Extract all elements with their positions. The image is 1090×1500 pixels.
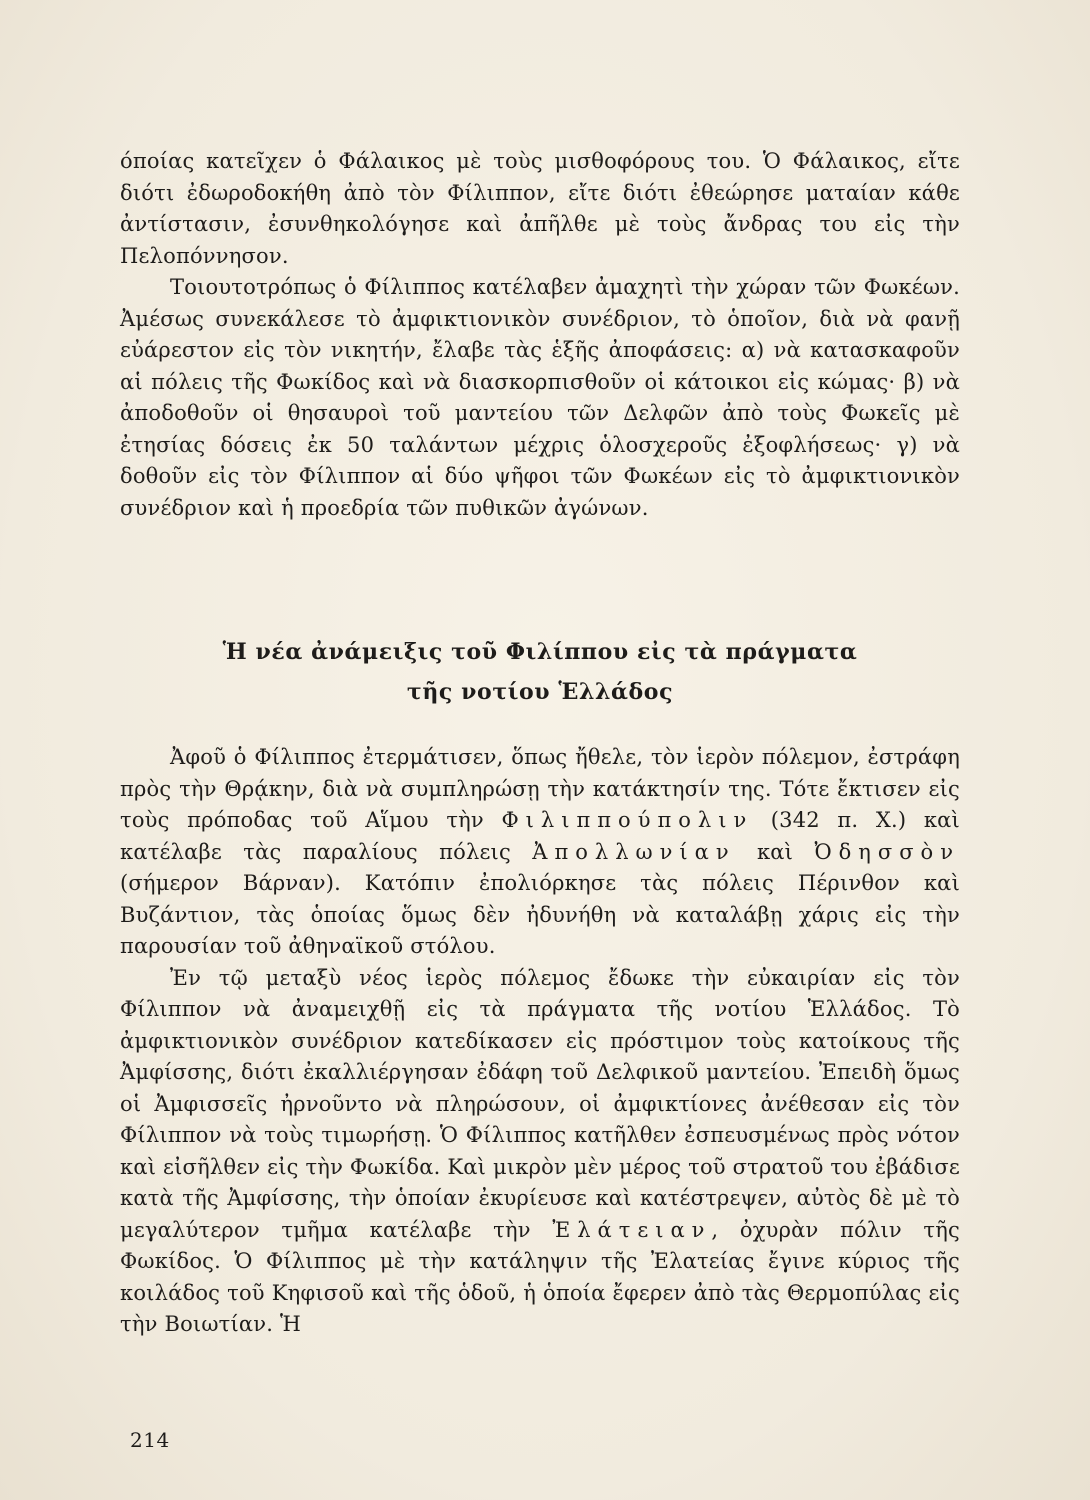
place-name-elateia: Ἐλάτειαν: [552, 1217, 712, 1242]
text-block-top: [120, 146, 960, 524]
place-name-odessos: Ὀδησσὸν: [814, 839, 960, 864]
section-heading: [120, 632, 960, 712]
heading-line-1: Ἡ νέα ἀνάμειξις τοῦ Φιλίππου εἰς τὰ πράγματα: [222, 639, 858, 665]
paragraph-text: Ἐν τῷ μεταξὺ νέος ἱερὸς πόλεμος ἔδωκε τὴν εὐκαιρίαν εἰς τὸν Φίλιππον νὰ ἀναμειχθῇ εἰς τὰ πράγματα τῆς νοτίου Ἑλλάδος. Τὸ ἀμφικτιονικὸν συνέδριον κατεδίκασεν εἰς πρόστιμον τοὺς κατοίκους τῆς Ἀμφίσσης, διότι ἐκαλλιέργησαν ἐδάφη τοῦ Δελφικοῦ μαντείου. Ἐπειδὴ ὅμως οἱ Ἀμφισσεῖς ἠρνοῦντο νὰ πληρώσουν, οἱ ἀμφικτίονες ἀνέθεσαν εἰς τὸν Φίλιππον νὰ τοὺς τιμωρήσῃ. Ὁ Φίλιππος κατῆλθεν ἐσπευσμένως πρὸς νότον καὶ εἰσῆλθεν εἰς τὴν Φωκίδα. Καὶ μικρὸν μὲν μέρος τοῦ στρατοῦ του ἐβάδισε κατὰ τῆς Ἀμφίσσης, τὴν ὁποίαν ἐκυρίευσε καὶ κατέστρεψεν, αὐτὸς δὲ μὲ τὸ μεγαλύτερον τμῆμα κατέλαβε τὴν: [120, 965, 960, 1242]
heading-line-2: τῆς νοτίου Ἑλλάδος: [406, 679, 674, 705]
paragraph-text: , ὀχυρὰν πόλιν τῆς Φωκίδος. Ὁ Φίλιππος μὲ τὴν κατάληψιν τῆς Ἐλατείας ἔγινε κύριος τῆς κοιλάδος τοῦ Κηφισοῦ καὶ τῆς ὁδοῦ, ἡ ὁποία ἔφερεν ἀπὸ τὰς Θερμοπύλας εἰς τὴν Βοιωτίαν. Ἡ: [120, 1217, 960, 1336]
paragraph-text: Ἀφοῦ ὁ Φίλιππος ἐτερμάτισεν, ὅπως ἤθελε, τὸν ἱερὸν πόλεμον, ἐστράφη πρὸς τὴν Θρᾴκην, διὰ νὰ συμπληρώσῃ τὴν κατάκτησίν της. Τότε ἔκτισεν εἰς τοὺς πρόποδας τοῦ Αἵμου τὴν: [120, 745, 960, 832]
page-number: 214: [130, 1428, 170, 1452]
paragraph-sacred-war: [120, 963, 960, 1341]
paragraph-text: καὶ: [756, 839, 794, 864]
place-name-philippopolis: Φιλιππούπολιν: [501, 808, 754, 832]
text-block-bottom: [120, 742, 960, 1341]
paragraph-continued: όποίας κατεῖχεν ὁ Φάλαικος μὲ τοὺς μισθοφόρους του. Ὁ Φάλαικος, εἴτε διότι ἐδωροδοκήθη ἀπὸ τὸν Φίλιππον, εἴτε διότι ἐθεώρησε ματαίαν κάθε ἀντίστασιν, ἐσυνθηκολόγησε καὶ ἀπῆλθε μὲ τοὺς ἄνδρας του εἰς τὴν Πελοπόννησον.: [120, 149, 960, 268]
paragraph-text: (σήμερον Βάρναν). Κατόπιν ἐπολιόρκησε τὰς πόλεις Πέρινθον καὶ Βυζάντιον, τὰς ὁποίας ὅμως δὲν ἠδυνήθη νὰ καταλάβῃ χάρις εἰς τὴν παρουσίαν τοῦ ἀθηναϊκοῦ στόλου.: [120, 871, 960, 958]
paragraph-thrace: [120, 742, 960, 963]
paragraph-phocian-decisions: Τοιουτοτρόπως ὁ Φίλιππος κατέλαβεν ἀμαχητὶ τὴν χώραν τῶν Φωκέων. Ἀμέσως συνεκάλεσε τὸ ἀμφικτιονικὸν συνέδριον, τὸ ὁποῖον, διὰ νὰ φανῇ εὐάρεστον εἰς τὸν νικητήν, ἔλαβε τὰς ἑξῆς ἀποφάσεις: α) νὰ κατασκαφοῦν αἱ πόλεις τῆς Φωκίδος καὶ νὰ διασκορπισθοῦν οἱ κάτοικοι εἰς κώμας· β) νὰ ἀποδοθοῦν οἱ θησαυροὶ τοῦ μαντείου τῶν Δελφῶν ἀπὸ τοὺς Φωκεῖς μὲ ἐτησίας δόσεις ἐκ 50 ταλάντων μέχρις ὁλοσχεροῦς ἐξοφλήσεως· γ) νὰ δοθοῦν εἰς τὸν Φίλιππον αἱ δύο ψῆφοι τῶν Φωκέων εἰς τὸ ἀμφικτιονικὸν συνέδριον καὶ ἡ προεδρία τῶν πυθικῶν ἀγώνων.: [120, 275, 960, 520]
paragraph-text: (342 π. Χ.) καὶ κατέλαβε τὰς παραλίους πόλεις: [120, 808, 960, 864]
place-name-apollonia: Ἀπολλωνίαν: [532, 839, 736, 864]
